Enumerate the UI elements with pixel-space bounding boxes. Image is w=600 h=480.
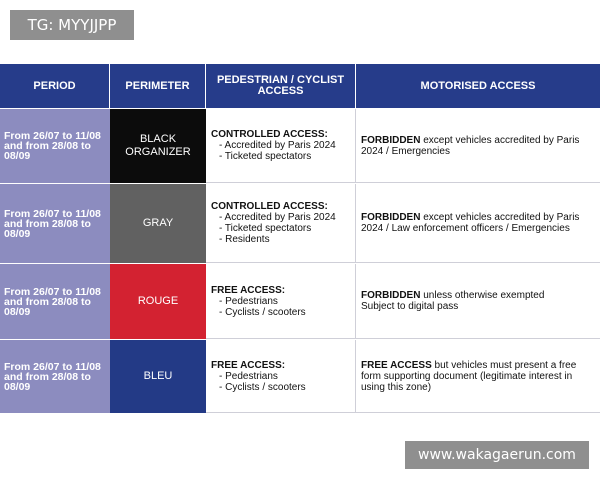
access-item: - Accredited by Paris 2024 — [219, 140, 336, 151]
motorised-access-cell — [356, 184, 600, 263]
access-item: - Residents — [219, 234, 270, 245]
pedestrian-access-cell — [206, 109, 356, 183]
access-label: FREE ACCESS: — [211, 359, 286, 371]
header-pedestrian-access: PEDESTRIAN / CYCLIST ACCESS — [206, 64, 356, 108]
access-label: CONTROLLED ACCESS: — [211, 129, 328, 140]
tag-label: TG: MYYJJPP — [10, 10, 134, 40]
table-row — [0, 108, 600, 183]
header-period: PERIOD — [0, 64, 110, 108]
pedestrian-access-cell — [206, 340, 356, 413]
motorised-status: FORBIDDEN — [361, 134, 421, 146]
perimeter-cell: ROUGE — [110, 264, 206, 339]
access-item: - Pedestrians — [219, 295, 278, 307]
motorised-detail: except vehicles accredited by Paris 2024 / Emergencies — [361, 134, 580, 157]
period-cell: From 26/07 to 11/08 and from 28/08 to 08/09 — [0, 109, 110, 183]
table-header — [0, 64, 600, 108]
access-item: - Cyclists / scooters — [219, 306, 306, 318]
motorised-status: FORBIDDEN — [361, 212, 421, 223]
perimeter-cell: GRAY — [110, 184, 206, 263]
access-item: - Ticketed spectators — [219, 151, 312, 162]
perimeter-cell: BLACK ORGANIZER — [110, 109, 206, 183]
header-perimeter: PERIMETER — [110, 64, 206, 108]
table-row — [0, 263, 600, 339]
motorised-status: FREE ACCESS — [361, 359, 432, 371]
access-table — [0, 64, 600, 413]
motorised-status: FORBIDDEN — [361, 290, 421, 301]
motorised-detail: but vehicles must present a free form supporting document (legitimate interest in using this zone) — [361, 359, 577, 393]
pedestrian-access-cell — [206, 184, 356, 263]
motorised-detail: except vehicles accredited by Paris 2024 / Law enforcement officers / Emergencies — [361, 212, 580, 234]
perimeter-cell: BLEU — [110, 340, 206, 413]
table-row — [0, 183, 600, 263]
access-item: - Ticketed spectators — [219, 223, 312, 234]
access-label: CONTROLLED ACCESS: — [211, 201, 328, 212]
motorised-access-cell — [356, 340, 600, 413]
period-cell: From 26/07 to 11/08 and from 28/08 to 08/09 — [0, 340, 110, 413]
header-motorised-access: MOTORISED ACCESS — [420, 79, 536, 92]
period-cell: From 26/07 to 11/08 and from 28/08 to 08/09 — [0, 264, 110, 339]
motorised-access-cell — [356, 264, 600, 339]
motorised-access-cell — [356, 109, 600, 183]
access-item: - Cyclists / scooters — [219, 381, 306, 393]
access-item: - Pedestrians — [219, 370, 278, 382]
access-item: - Accredited by Paris 2024 — [219, 212, 336, 223]
watermark-label: www.wakagaerun.com — [405, 441, 589, 469]
table-body — [0, 108, 600, 413]
table-row — [0, 339, 600, 413]
motorised-detail: unless otherwise exempted Subject to digital pass — [361, 290, 545, 312]
period-cell: From 26/07 to 11/08 and from 28/08 to 08/09 — [0, 184, 110, 263]
access-label: FREE ACCESS: — [211, 284, 286, 296]
pedestrian-access-cell — [206, 264, 356, 339]
